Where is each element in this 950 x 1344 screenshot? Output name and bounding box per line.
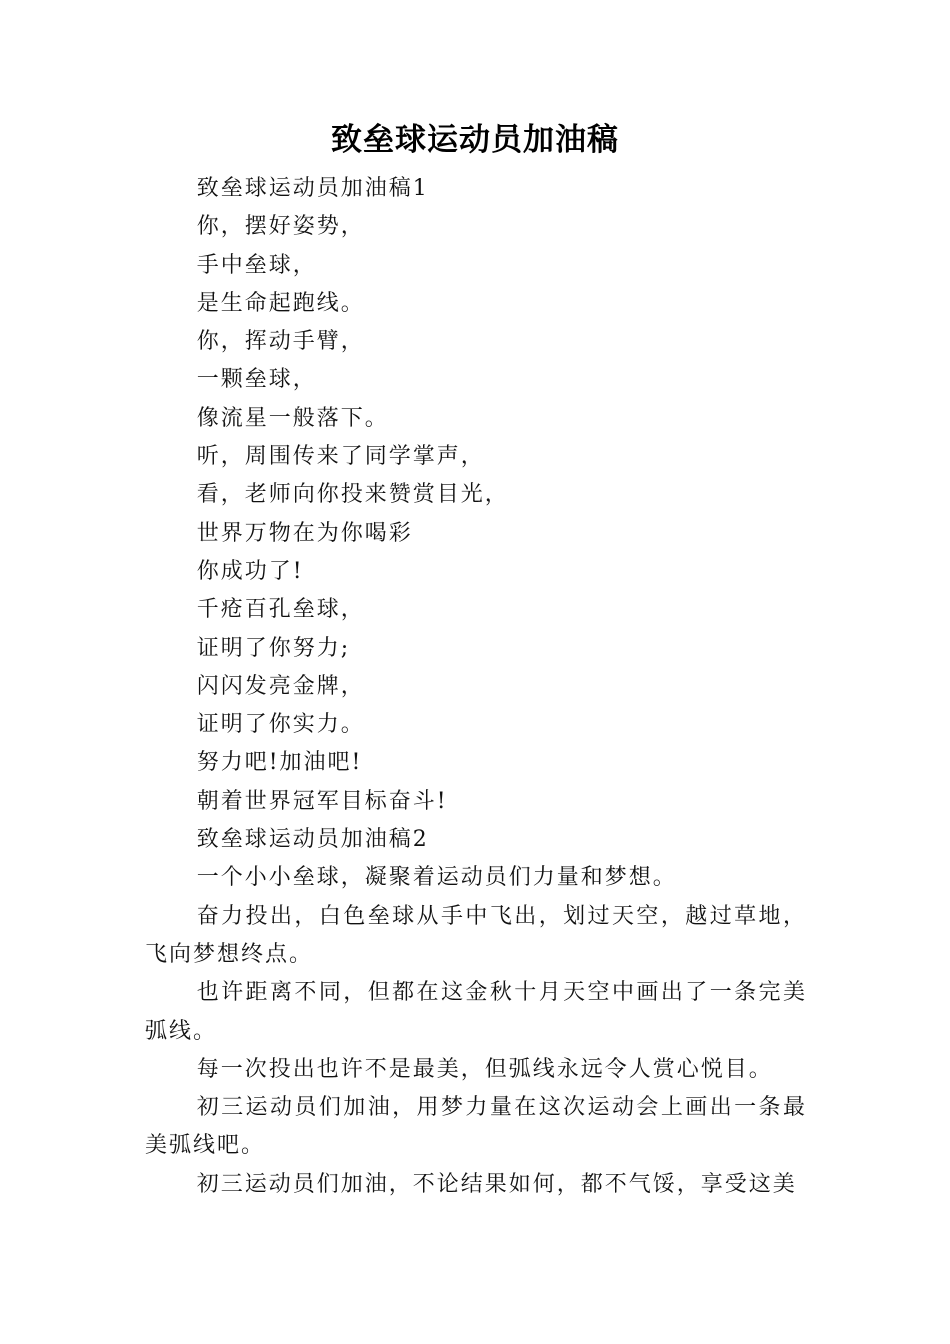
paragraph: 手中垒球， [196, 252, 317, 278]
paragraph: 一个小小垒球，凝聚着运动员们力量和梦想。 [196, 865, 677, 891]
paragraph: 听，周围传来了同学掌声， [196, 444, 485, 470]
paragraph: 你，挥动手臂， [196, 329, 365, 355]
paragraph: 一颗垒球， [196, 367, 317, 393]
paragraph: 证明了你努力; [196, 635, 351, 661]
paragraph: 你成功了! [196, 558, 304, 584]
paragraph: 奋力投出，白色垒球从手中飞出，划过天空，越过草地，飞向梦想终点。 [145, 903, 807, 967]
paragraph: 每一次投出也许不是最美，但弧线永远令人赏心悦目。 [196, 1056, 773, 1082]
document-body [145, 170, 807, 1204]
paragraph: 朝着世界冠军目标奋斗! [196, 788, 448, 814]
paragraph: 闪闪发亮金牌， [196, 673, 365, 699]
paragraph: 千疮百孔垒球， [196, 597, 365, 623]
paragraph: 初三运动员们加油，不论结果如何，都不气馁，享受这美 [196, 1171, 797, 1197]
paragraph: 看，老师向你投来赞赏目光， [196, 482, 509, 508]
document-title: 致垒球运动员加油稿 [331, 122, 619, 158]
paragraph: 是生命起跑线。 [196, 290, 365, 316]
paragraph: 致垒球运动员加油稿1 [196, 176, 429, 201]
paragraph: 像流星一般落下。 [196, 405, 389, 431]
paragraph: 世界万物在为你喝彩 [196, 520, 413, 546]
paragraph: 也许距离不同，但都在这金秋十月天空中画出了一条完美弧线。 [145, 980, 807, 1044]
paragraph: 努力吧!加油吧! [196, 750, 363, 776]
paragraph: 证明了你实力。 [196, 712, 365, 738]
paragraph: 致垒球运动员加油稿2 [196, 827, 429, 853]
paragraph: 你，摆好姿势， [196, 214, 365, 240]
paragraph: 初三运动员们加油，用梦力量在这次运动会上画出一条最美弧线吧。 [145, 1095, 807, 1159]
